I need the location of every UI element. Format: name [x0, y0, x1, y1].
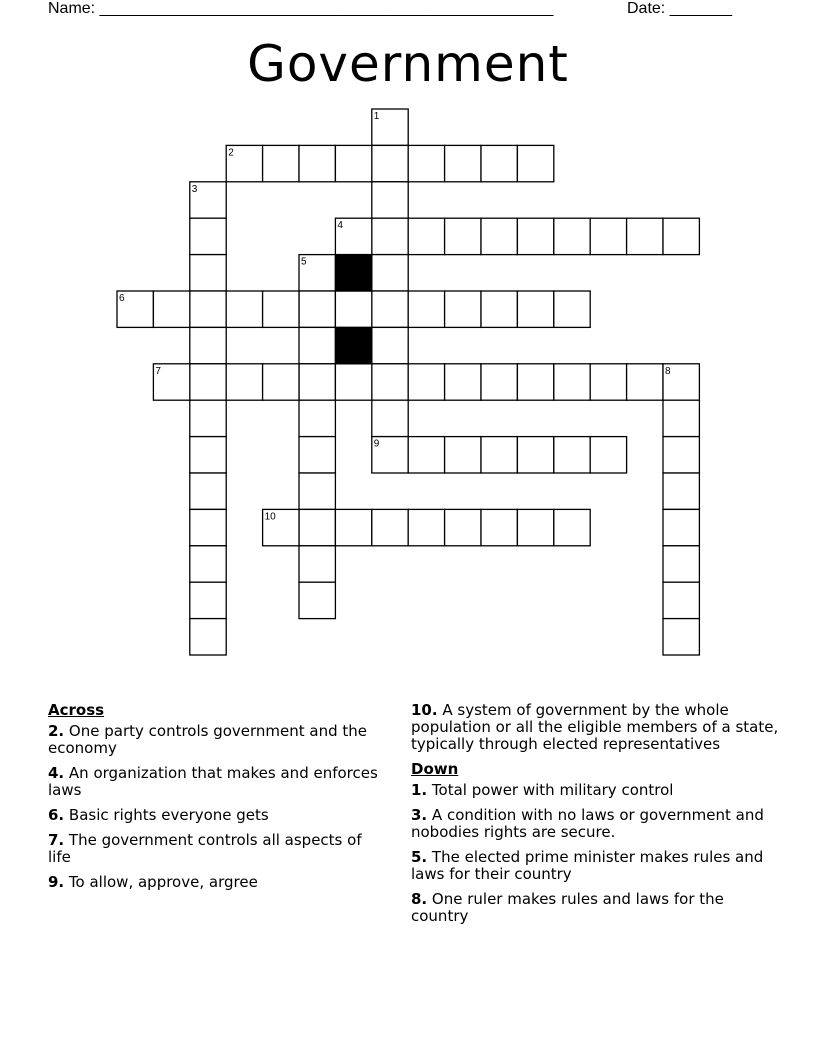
crossword-cell[interactable] [190, 582, 226, 618]
page-title: Government [247, 35, 569, 93]
crossword-cell[interactable] [190, 546, 226, 582]
crossword-cell[interactable] [481, 291, 517, 327]
clue-across-2 [48, 723, 378, 757]
crossword-cell[interactable] [663, 473, 699, 509]
crossword-cell[interactable] [445, 145, 481, 181]
clue-text: A system of government by the whole population or all the eligible members of a state, typically through elected representatives [411, 701, 779, 753]
across-heading: Across [48, 701, 105, 719]
crossword-cell[interactable] [408, 291, 444, 327]
crossword-cell[interactable] [335, 364, 371, 400]
clues-column-left [48, 702, 378, 899]
clue-text: One ruler makes rules and laws for the country [411, 890, 724, 925]
clue-number: 2. [48, 722, 65, 740]
crossword-cell[interactable] [663, 619, 699, 655]
crossword-cell[interactable] [517, 437, 553, 473]
crossword-cell[interactable] [445, 218, 481, 254]
crossword-cell[interactable] [590, 218, 626, 254]
clue-across-9 [48, 874, 378, 891]
crossword-cell[interactable] [335, 509, 371, 545]
clue-text: Total power with military control [431, 781, 674, 799]
clue-text: One party controls government and the economy [48, 722, 368, 757]
crossword-cell[interactable] [663, 400, 699, 436]
down-heading: Down [411, 760, 459, 778]
clue-number: 5. [411, 848, 428, 866]
crossword-cell[interactable] [190, 437, 226, 473]
crossword-cell[interactable] [190, 364, 226, 400]
crossword-cell[interactable] [299, 400, 335, 436]
clue-number: 1. [411, 781, 428, 799]
crossword-cell[interactable] [372, 218, 408, 254]
crossword-cell[interactable] [663, 582, 699, 618]
crossword-cell[interactable] [517, 218, 553, 254]
crossword-cell[interactable] [517, 509, 553, 545]
crossword-cell[interactable] [554, 364, 590, 400]
crossword-cell[interactable] [299, 546, 335, 582]
crossword-cell[interactable] [408, 218, 444, 254]
crossword-cell[interactable] [481, 437, 517, 473]
clue-number: 9. [48, 873, 65, 891]
crossword-cell[interactable] [554, 509, 590, 545]
crossword-cell[interactable] [627, 218, 663, 254]
cell-number: 3 [191, 183, 198, 195]
crossword-cell[interactable] [335, 291, 371, 327]
clue-number: 8. [411, 890, 428, 908]
clue-across-7 [48, 832, 378, 866]
crossword-cell[interactable] [190, 291, 226, 327]
crossword-cell[interactable] [226, 364, 262, 400]
crossword-cell[interactable] [190, 473, 226, 509]
crossword-cell[interactable] [263, 364, 299, 400]
crossword-cell[interactable] [299, 437, 335, 473]
clue-down-8 [411, 891, 781, 925]
crossword-cell[interactable] [554, 218, 590, 254]
crossword-cell[interactable] [190, 400, 226, 436]
clue-number: 7. [48, 831, 65, 849]
crossword-cell[interactable] [554, 437, 590, 473]
cell-number: 6 [119, 293, 125, 304]
clue-text: A condition with no laws or government and nobodies rights are secure. [411, 806, 764, 841]
clue-text: Basic rights everyone gets [68, 806, 269, 824]
clue-text: The elected prime minister makes rules and laws for their country [411, 848, 764, 883]
crossword-cell[interactable] [481, 509, 517, 545]
crossword-cell[interactable] [372, 145, 408, 181]
crossword-cell[interactable] [153, 291, 189, 327]
crossword-cell[interactable] [408, 437, 444, 473]
crossword-cell[interactable] [190, 255, 226, 291]
cell-number: 5 [301, 256, 307, 268]
cell-number: 2 [228, 147, 234, 159]
clue-across-6 [48, 807, 378, 824]
clue-down-5 [411, 849, 781, 883]
crossword-cell[interactable] [190, 218, 226, 254]
crossword-cell[interactable] [263, 291, 299, 327]
crossword-cell[interactable] [663, 546, 699, 582]
crossword-cell[interactable] [299, 582, 335, 618]
crossword-cell[interactable] [299, 327, 335, 363]
crossword-cell[interactable] [590, 364, 626, 400]
crossword-cell[interactable] [190, 327, 226, 363]
crossword-cell[interactable] [372, 509, 408, 545]
cell-number: 10 [264, 511, 276, 523]
crossword-cell[interactable] [335, 145, 371, 181]
crossword-cell[interactable] [663, 509, 699, 545]
crossword-cell[interactable] [517, 364, 553, 400]
crossword-cell[interactable] [226, 291, 262, 327]
crossword-cell[interactable] [445, 437, 481, 473]
crossword-cell[interactable] [590, 437, 626, 473]
cell-number: 8 [665, 365, 671, 377]
crossword-cell[interactable] [408, 364, 444, 400]
crossword-cell[interactable] [445, 509, 481, 545]
crossword-cell[interactable] [481, 145, 517, 181]
crossword-cell[interactable] [372, 364, 408, 400]
crossword-cell[interactable] [445, 291, 481, 327]
crossword-cell[interactable] [408, 509, 444, 545]
crossword-cell[interactable] [372, 182, 408, 218]
cell-number: 9 [373, 438, 380, 450]
clue-text: To allow, approve, argree [68, 873, 258, 891]
crossword-cell[interactable] [408, 145, 444, 181]
crossword-cell[interactable] [663, 437, 699, 473]
crossword-cell[interactable] [372, 400, 408, 436]
clue-across-4 [48, 765, 378, 799]
crossword-cell[interactable] [481, 218, 517, 254]
crossword-cell[interactable] [445, 364, 481, 400]
crossword-cell[interactable] [554, 291, 590, 327]
clue-text: An organization that makes and enforces laws [48, 764, 378, 799]
crossword-cell[interactable] [263, 145, 299, 181]
crossword-cell[interactable] [372, 291, 408, 327]
clue-down-1 [411, 782, 781, 799]
clue-across-10 [411, 702, 781, 753]
cell-number: 7 [155, 365, 161, 377]
clue-number: 4. [48, 764, 65, 782]
crossword-cell[interactable] [299, 291, 335, 327]
name-field[interactable]: Name: ___________________________________________________ [48, 0, 554, 17]
crossword-black-cell [335, 255, 371, 291]
crossword-cell[interactable] [190, 509, 226, 545]
clue-text: The government controls all aspects of life [48, 831, 362, 866]
cell-number: 1 [373, 111, 380, 122]
clue-number: 3. [411, 806, 428, 824]
clue-number: 6. [48, 806, 65, 824]
crossword-cell[interactable] [481, 364, 517, 400]
clue-number: 10. [411, 701, 438, 719]
crossword-cell[interactable] [517, 291, 553, 327]
crossword-cell[interactable] [299, 509, 335, 545]
crossword-cell[interactable] [190, 619, 226, 655]
clue-down-3 [411, 807, 781, 841]
date-field[interactable]: Date: _______ [627, 0, 732, 17]
crossword-cell[interactable] [627, 364, 663, 400]
crossword-cell[interactable] [299, 145, 335, 181]
crossword-cell[interactable] [517, 145, 553, 181]
cell-number: 4 [337, 220, 343, 232]
crossword-cell[interactable] [372, 255, 408, 291]
crossword-black-cell [335, 327, 371, 363]
crossword-cell[interactable] [372, 327, 408, 363]
crossword-cell[interactable] [299, 473, 335, 509]
crossword-cell[interactable] [663, 218, 699, 254]
crossword-cell[interactable] [299, 364, 335, 400]
clues-column-right [411, 702, 781, 933]
